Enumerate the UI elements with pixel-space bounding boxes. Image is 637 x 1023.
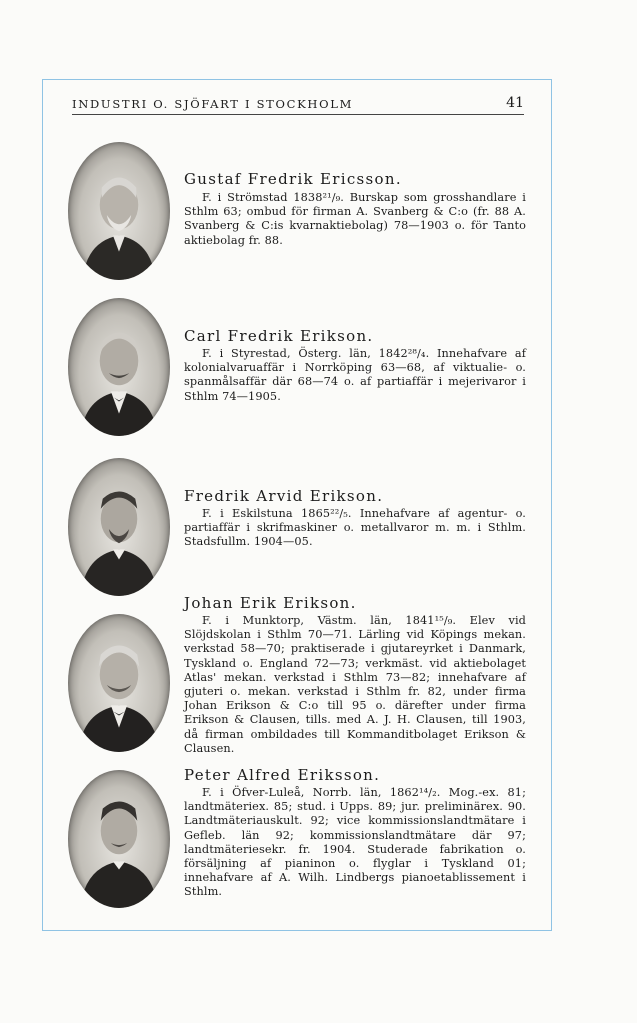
running-head [72,96,524,115]
entry-bio: F. i Strömstad 1838²¹/₉. Burskap som grosshandlare i Sthlm 63; ombud för firman A. Svanberg & C:o (fr. 88 A. Svanberg & C:is kvarnaktiebolag) 78—1903 o. för Tanto aktiebolag fr. 88. [184,191,526,247]
portrait-photo [68,142,170,280]
entry-name: Carl Fredrik Erikson. [184,327,374,345]
portrait-photo [68,458,170,596]
page-number: 41 [506,95,524,111]
entry-bio: F. i Munktorp, Västm. län, 1841¹⁵/₉. Elev vid Slöjdskolan i Sthlm 70—71. Lärling vid Köpings mekan. verkstad 58—70; praktiserade i gjutareyrket i Danmark, Tyskland o. England 72—73; verkmäst. vid aktiebolaget Atlas' mekan. verkstad i Sthlm 73—82; innehafvare af gjuteri o. mekan. verkstad i Sthlm fr. 82, under firma Johan Erikson & C:o till 95 o. därefter under firma Erikson & Clausen, tills. med A. J. H. Clausen, till 1903, då firman ombildades till Kommanditbolaget Erikson & Clausen. [184,614,526,755]
running-title: INDUSTRI O. SJÖFART I STOCKHOLM [72,97,354,111]
portrait-figure [68,142,170,280]
entry-name: Johan Erik Erikson. [184,594,357,612]
entry-bio: F. i Öfver-Luleå, Norrb. län, 1862¹⁴/₂. Mog.-ex. 81; landtmäteriex. 85; stud. i Upps. 89; jur. preliminärex. 90. Landtmäteriauskult. 92; vice kommissionslandtmätare i Gefleb. län 92; kommissionslandtmätare där 97; landtmäteriesekr. fr. 1904. Studerade fabrikation o. försäljning af pianinon o. flyglar i Tyskland 01; innehafvare af A. Wilh. Lindbergs pianoetablissement i Sthlm. [184,786,526,899]
entry-name: Fredrik Arvid Erikson. [184,487,384,505]
entry-name: Peter Alfred Eriksson. [184,766,381,784]
portrait-photo [68,770,170,908]
portrait-figure [68,298,170,436]
entry-bio: F. i Styrestad, Österg. län, 1842²⁸/₄. Innehafvare af kolonialvaruaffär i Norrköping 63—68, af viktualie- o. spanmålsaffär där 68—74 o. af partiaffär i mejerivaror i Sthlm 74—1905. [184,347,526,403]
portrait-photo [68,298,170,436]
portrait-figure [68,458,170,596]
entry-name: Gustaf Fredrik Ericsson. [184,170,402,188]
portrait-photo [68,614,170,752]
portrait-figure [68,770,170,908]
portrait-figure [68,614,170,752]
entry-bio: F. i Eskilstuna 1865²²/₅. Innehafvare af agentur- o. partiaffär i skrifmaskiner o. metallvaror m. m. i Sthlm. Stadsfullm. 1904—05. [184,507,526,549]
